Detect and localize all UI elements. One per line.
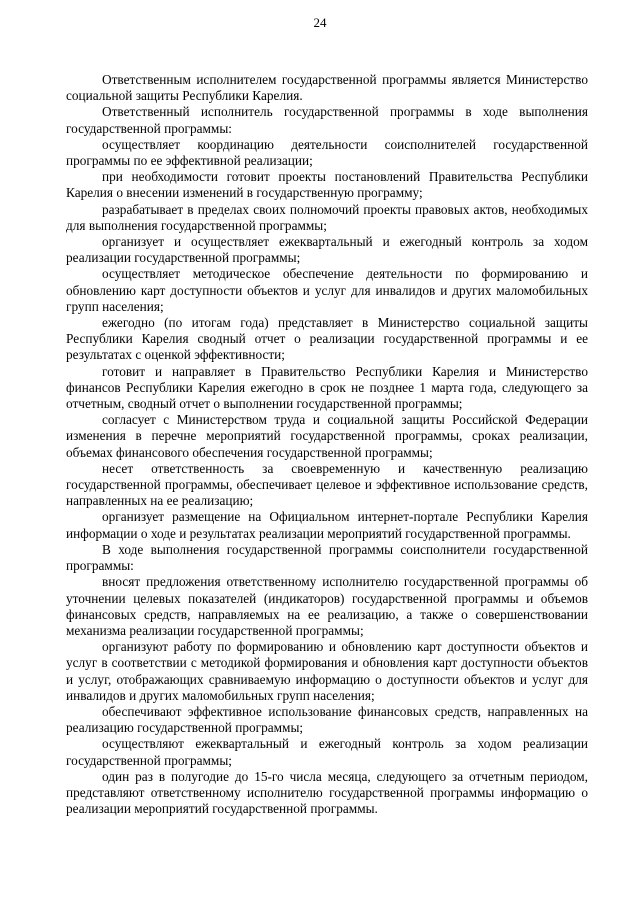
paragraph-summary-report: готовит и направляет в Правительство Республики Карелия и Министерство финансов Республики Карелия ежегодно в срок не позднее 1 марта года, следующего за отчетным, сводный отчет о выполнении государственной программы; bbox=[66, 363, 588, 412]
paragraph-coexecutor-control: осуществляют ежеквартальный и ежегодный контроль за ходом реализации государственной программы; bbox=[66, 736, 588, 768]
paragraph-agreement: согласует с Министерством труда и социальной защиты Российской Федерации изменения в перечне мероприятий государственной программы, сроках реализации, объемах финансового обеспечения государственной программы; bbox=[66, 412, 588, 460]
paragraph-legal-acts: разрабатывает в пределах своих полномочий проекты правовых актов, необходимых для выполнения государственной программы; bbox=[66, 201, 588, 233]
paragraph-draft-resolutions: при необходимости готовит проекты постановлений Правительства Республики Карелия о внесении изменений в государственную программу; bbox=[66, 169, 588, 201]
paragraph-accessibility-maps: организуют работу по формированию и обновлению карт доступности объектов и услуг в соответствии с методикой формирования и обновления карт доступности объектов и услуг, отображающих сравниваемую информацию о доступности объектов и услуг для инвалидов и других маломобильных групп населения; bbox=[66, 639, 588, 703]
page-number: 24 bbox=[313, 15, 327, 30]
paragraph-funds-usage: обеспечивают эффективное использование финансовых средств, направленных на реализацию государственной программы; bbox=[66, 703, 588, 736]
paragraph-semiannual-info: один раз в полугодие до 15-го числа месяца, следующего за отчетным периодом, представляют ответственному исполнителю государственной программы информацию о реализации мероприятий государственной программы. bbox=[66, 768, 588, 817]
paragraph-methodical-support: осуществляет методическое обеспечение деятельности по формированию и обновлению карт доступности объектов и услуг для инвалидов и других маломобильных групп населения; bbox=[66, 266, 588, 314]
paragraph-control: организует и осуществляет ежеквартальный и ежегодный контроль за ходом реализации государственной программы; bbox=[66, 234, 588, 266]
document-body bbox=[66, 72, 588, 817]
paragraph-responsible-executor: Ответственным исполнителем государственной программы является Министерство социальной защиты Республики Карелия. bbox=[66, 72, 588, 104]
paragraph-portal-publication: организует размещение на Официальном интернет-портале Республики Карелия информации о ходе и результатах реализации мероприятий государственной программы. bbox=[66, 509, 588, 541]
paragraph-coexecutors-intro: В ходе выполнения государственной программы соисполнители государственной программы: bbox=[66, 541, 588, 574]
paragraph-responsibility: несет ответственность за своевременную и качественную реализацию государственной программы, обеспечивает целевое и эффективное использование средств, направленных на ее реализацию; bbox=[66, 460, 588, 509]
paragraph-executor-duties-intro: Ответственный исполнитель государственной программы в ходе выполнения государственной программы: bbox=[66, 104, 588, 136]
paragraph-coordination: осуществляет координацию деятельности соисполнителей государственной программы по ее эффективной реализации; bbox=[66, 136, 588, 169]
paragraph-annual-report: ежегодно (по итогам года) представляет в Министерство социальной защиты Республики Карелия сводный отчет о реализации государственной программы и ее результатах с оценкой эффективности; bbox=[66, 315, 588, 363]
paragraph-proposals: вносят предложения ответственному исполнителю государственной программы об уточнении целевых показателей (индикаторов) государственной программы и объемов финансовых средств, направляемых на ее реализацию, а также о совершенствовании механизма реализации государственной программы; bbox=[66, 574, 588, 638]
